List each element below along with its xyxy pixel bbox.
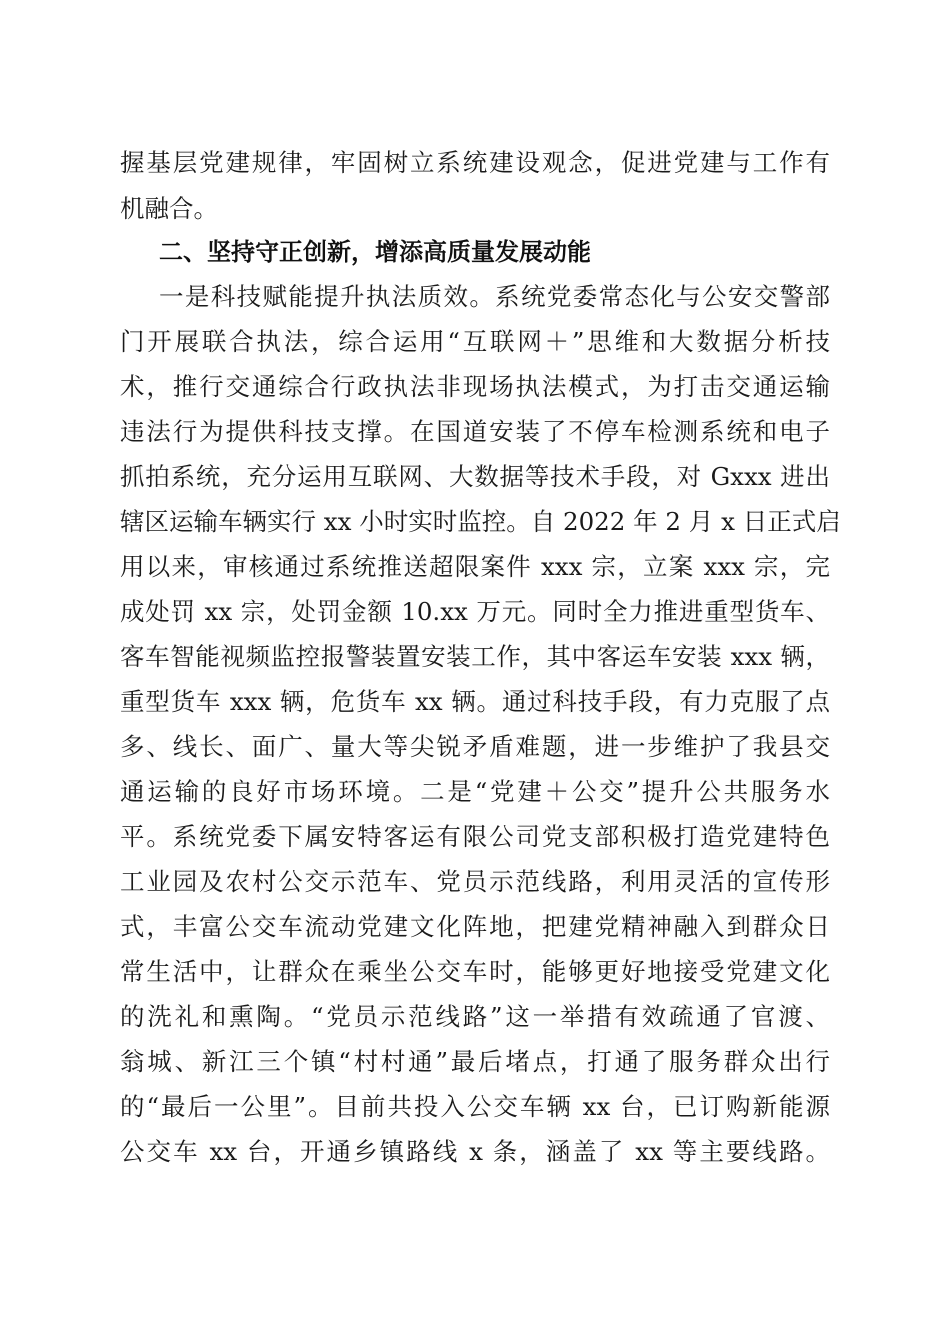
paragraph-line: 术，推行交通综合行政执法非现场执法模式，为打击交通运输 [120,372,830,401]
paragraph-line: 公交车 xx 台，开通乡镇路线 x 条，涵盖了 xx 等主要线路。 [120,1137,830,1166]
paragraph-line: 的“最后一公里”。目前共投入公交车辆 xx 台，已订购新能源 [120,1092,830,1121]
paragraph-line: 工业园及农村公交示范车、党员示范线路，利用灵活的宣传形 [120,867,830,896]
paragraph-line: 平。系统党委下属安特客运有限公司党支部积极打造党建特色 [120,822,830,851]
paragraph-line: 的洗礼和熏陶。“党员示范线路”这一举措有效疏通了官渡、 [120,1002,830,1031]
section-heading: 二、坚持守正创新，增添高质量发展动能 [159,238,591,266]
paragraph-line: 翁城、新江三个镇“村村通”最后堵点，打通了服务群众出行 [120,1047,830,1076]
paragraph-line: 客车智能视频监控报警装置安装工作，其中客运车安装 xxx 辆， [120,642,830,671]
paragraph-line: 常生活中，让群众在乘坐公交车时，能够更好地接受党建文化 [120,957,830,986]
paragraph-line: 用以来，审核通过系统推送超限案件 xxx 宗，立案 xxx 宗，完 [120,552,830,581]
paragraph-line: 式，丰富公交车流动党建文化阵地，把建党精神融入到群众日 [120,912,830,941]
paragraph-line: 违法行为提供科技支撑。在国道安装了不停车检测系统和电子 [120,417,830,446]
paragraph-line: 门开展联合执法，综合运用“互联网＋”思维和大数据分析技 [120,327,830,356]
paragraph-line: 多、线长、面广、量大等尖锐矛盾难题，进一步维护了我县交 [120,732,830,761]
paragraph-line: 成处罚 xx 宗，处罚金额 10.xx 万元。同时全力推进重型货车、 [120,597,830,626]
paragraph-line: 机融合。 [120,194,218,223]
paragraph-line: 重型货车 xxx 辆，危货车 xx 辆。通过科技手段，有力克服了点 [120,687,830,716]
paragraph-line: 通运输的良好市场环境。二是“党建＋公交”提升公共服务水 [120,777,830,806]
paragraph-line: 抓拍系统，充分运用互联网、大数据等技术手段，对 Gxxx 进出 [120,462,830,491]
paragraph-line: 握基层党建规律，牢固树立系统建设观念，促进党建与工作有 [120,148,830,177]
paragraph-line: 一是科技赋能提升执法质效。系统党委常态化与公安交警部 [159,282,830,311]
paragraph-line: 辖区运输车辆实行 xx 小时实时监控。自 2022 年 2 月 x 日正式启 [120,507,841,536]
